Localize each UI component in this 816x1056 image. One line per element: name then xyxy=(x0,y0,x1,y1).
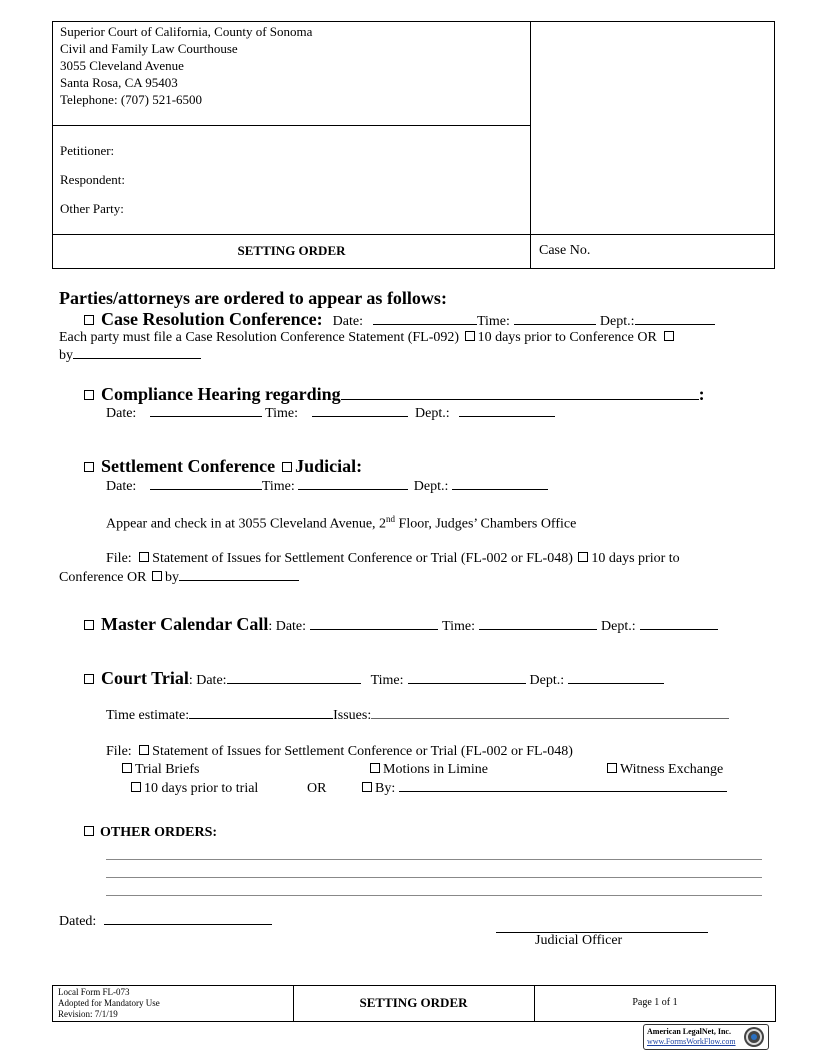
other-orders-line-1[interactable] xyxy=(106,859,762,860)
footer-revision: Revision: 7/1/19 xyxy=(58,1009,118,1019)
motions-checkbox[interactable] xyxy=(370,763,380,773)
crc-days-checkbox[interactable] xyxy=(465,331,475,341)
compliance-time-field[interactable] xyxy=(312,415,408,417)
compliance-dept-field[interactable] xyxy=(459,415,555,417)
other-orders-line-2[interactable] xyxy=(106,877,762,878)
crc-title: Case Resolution Conference xyxy=(101,309,317,329)
settlement-by-row xyxy=(59,570,299,586)
crc-days-text: 10 days prior to Conference OR xyxy=(477,330,657,345)
master-time-label: Time: xyxy=(442,619,475,634)
trial-time-label: Time: xyxy=(370,673,404,688)
settlement-conf-or: Conference OR xyxy=(59,570,147,585)
trial-estimate-field[interactable] xyxy=(189,717,333,719)
crc-dept-field[interactable] xyxy=(635,323,715,325)
crc-colon: : xyxy=(316,309,323,329)
settlement-title: Settlement Conference xyxy=(101,456,276,476)
compliance-date-field[interactable] xyxy=(150,415,262,417)
crc-note: Each party must file a Case Resolution Conference Statement (FL-092) xyxy=(59,330,460,345)
witness-label: Witness Exchange xyxy=(620,762,724,777)
footer-form: Local Form FL-073 xyxy=(58,987,130,997)
master-row xyxy=(84,614,718,635)
trial-briefs-label: Trial Briefs xyxy=(135,762,200,777)
trial-dept-field[interactable] xyxy=(568,682,664,684)
motions-label: Motions in Limine xyxy=(383,762,488,777)
trial-file-text: Statement of Issues for Settlement Conference or Trial (FL-002 or FL-048) xyxy=(152,744,573,759)
logo-url[interactable]: www.FormsWorkFlow.com xyxy=(647,1037,736,1046)
case-number-label: Case No. xyxy=(539,243,591,258)
crc-time-field[interactable] xyxy=(514,323,596,325)
court-line: Telephone: (707) 521-6500 xyxy=(60,92,203,107)
caption-divider xyxy=(530,21,531,269)
other-orders-title: OTHER ORDERS: xyxy=(100,825,218,840)
settlement-time-field[interactable] xyxy=(298,488,408,490)
crc-by-checkbox[interactable] xyxy=(664,331,674,341)
compliance-date-label: Date: xyxy=(106,406,137,421)
settlement-by-label: by xyxy=(164,570,179,585)
master-title: Master Calendar Call xyxy=(101,614,269,634)
compliance-row xyxy=(84,384,705,405)
logo-globe-icon xyxy=(743,1026,765,1048)
trial-row xyxy=(84,668,664,689)
witness-item xyxy=(607,762,723,778)
master-dept-label: Dept.: xyxy=(601,619,636,634)
settlement-date-label: Date: xyxy=(106,479,137,494)
trial-briefs-checkbox[interactable] xyxy=(122,763,132,773)
compliance-colon: : xyxy=(698,384,705,404)
court-line: Santa Rosa, CA 95403 xyxy=(60,75,178,90)
compliance-checkbox[interactable] xyxy=(84,390,94,400)
settlement-file-label: File: xyxy=(106,551,132,566)
settlement-file-text: Statement of Issues for Settlement Conference or Trial (FL-002 or FL-048) xyxy=(152,551,573,566)
master-date-field[interactable] xyxy=(310,628,438,630)
master-date-label: : Date: xyxy=(268,619,307,634)
witness-checkbox[interactable] xyxy=(607,763,617,773)
trial-issues-field[interactable] xyxy=(371,717,729,719)
intro-heading: Parties/attorneys are ordered to appear as follows: xyxy=(59,288,447,308)
trial-estimate-row xyxy=(106,708,729,724)
court-line: Superior Court of California, County of Sonoma xyxy=(60,24,313,39)
other-orders-line-3[interactable] xyxy=(106,895,762,896)
trial-date-label: : Date: xyxy=(188,673,227,688)
settlement-fields xyxy=(106,479,548,495)
settlement-appear xyxy=(106,514,576,533)
trial-days-label: 10 days prior to trial xyxy=(144,781,259,796)
master-time-field[interactable] xyxy=(479,628,597,630)
order-title: SETTING ORDER xyxy=(237,243,346,258)
trial-checkbox[interactable] xyxy=(84,674,94,684)
footer-form-info xyxy=(58,987,160,1020)
judicial-officer-label: Judicial Officer xyxy=(535,933,623,948)
footer-page: Page 1 of 1 xyxy=(632,997,678,1008)
logo-company: American LegalNet, Inc. xyxy=(647,1027,731,1036)
crc-row xyxy=(84,309,715,330)
crc-by-row xyxy=(59,348,201,364)
compliance-time-label: Time: xyxy=(265,406,299,421)
compliance-regarding-field[interactable] xyxy=(341,398,699,400)
settlement-dept-label: Dept.: xyxy=(413,479,449,494)
footer-adopted: Adopted for Mandatory Use xyxy=(58,998,160,1008)
settlement-by-field[interactable] xyxy=(179,579,299,581)
footer-title: SETTING ORDER xyxy=(359,995,468,1010)
caption-rule-1 xyxy=(52,125,531,126)
dated-label: Dated: xyxy=(59,914,97,929)
appear-text-a: Appear and check in at 3055 Cleveland Avenue, 2 xyxy=(106,516,387,532)
trial-by-checkbox[interactable] xyxy=(362,782,372,792)
other-party-label: Other Party: xyxy=(60,201,124,216)
trial-time-field[interactable] xyxy=(408,682,526,684)
appear-text-b: Floor, Judges’ Chambers Office xyxy=(395,516,577,532)
crc-by-label: by xyxy=(59,348,73,363)
settlement-file-row xyxy=(106,551,680,567)
motions-item xyxy=(370,762,488,778)
respondent-label: Respondent: xyxy=(60,172,125,187)
trial-title: Court Trial xyxy=(101,668,189,688)
appear-sup: nd xyxy=(386,514,396,524)
crc-by-field[interactable] xyxy=(73,357,201,359)
compliance-dept-label: Dept.: xyxy=(415,406,450,421)
compliance-fields xyxy=(106,406,555,422)
settlement-date-field[interactable] xyxy=(150,488,262,490)
settlement-dept-field[interactable] xyxy=(452,488,548,490)
trial-date-field[interactable] xyxy=(227,682,361,684)
court-line: 3055 Cleveland Avenue xyxy=(60,58,184,73)
dated-field[interactable] xyxy=(104,923,272,925)
crc-date-field[interactable] xyxy=(373,323,477,325)
crc-note-row xyxy=(59,330,677,346)
trial-briefs-item xyxy=(122,762,199,778)
other-orders-row xyxy=(84,825,217,841)
petitioner-label: Petitioner: xyxy=(60,143,115,158)
trial-file-checkbox[interactable] xyxy=(139,745,149,755)
settlement-by-checkbox[interactable] xyxy=(152,571,162,581)
crc-dept-label: Dept.: xyxy=(599,314,635,329)
judicial-checkbox[interactable] xyxy=(282,462,292,472)
master-dept-field[interactable] xyxy=(640,628,718,630)
trial-or-label: OR xyxy=(307,781,327,796)
trial-days-checkbox[interactable] xyxy=(131,782,141,792)
trial-issues-label: Issues: xyxy=(333,708,372,723)
trial-by-label: By: xyxy=(375,781,396,796)
settlement-days-checkbox[interactable] xyxy=(578,552,588,562)
crc-time-label: Time: xyxy=(476,314,510,329)
settlement-time-label: Time: xyxy=(261,479,295,494)
crc-checkbox[interactable] xyxy=(84,315,94,325)
other-orders-checkbox[interactable] xyxy=(84,826,94,836)
trial-dept-label: Dept.: xyxy=(529,673,565,688)
caption-rule-2 xyxy=(52,234,775,235)
settlement-row xyxy=(84,456,362,477)
settlement-days-text: 10 days prior to xyxy=(591,551,680,566)
master-checkbox[interactable] xyxy=(84,620,94,630)
trial-days-item xyxy=(131,781,258,797)
dated-row xyxy=(59,914,272,930)
trial-estimate-label: Time estimate: xyxy=(106,708,190,723)
trial-by-item xyxy=(362,781,727,797)
trial-file-label: File: xyxy=(106,744,132,759)
compliance-title: Compliance Hearing regarding xyxy=(101,384,341,404)
settlement-file-checkbox[interactable] xyxy=(139,552,149,562)
court-address xyxy=(60,23,312,108)
trial-file-row xyxy=(106,744,573,760)
crc-date-label: Date: xyxy=(332,314,363,329)
settlement-checkbox[interactable] xyxy=(84,462,94,472)
judicial-label: Judicial: xyxy=(295,456,363,476)
trial-by-field[interactable] xyxy=(399,790,727,792)
court-line: Civil and Family Law Courthouse xyxy=(60,41,238,56)
